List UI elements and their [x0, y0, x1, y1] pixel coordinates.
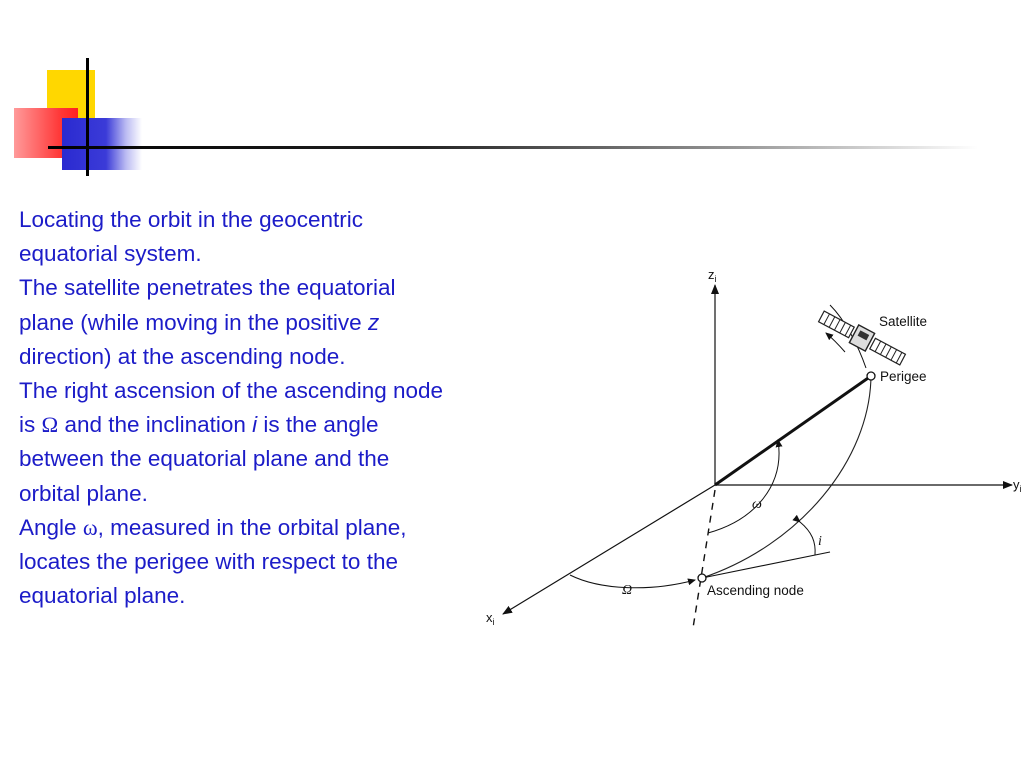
- ascending-node-label: Ascending node: [707, 583, 804, 598]
- capital-omega-symbol: Ω: [41, 412, 59, 438]
- right-ascension-label: Ω: [622, 583, 633, 598]
- paragraph-orbit-location: [19, 203, 449, 271]
- z-axis-label: $z_i$: [708, 267, 717, 284]
- z-symbol: z: [367, 309, 380, 335]
- i-symbol: i: [252, 412, 258, 438]
- perigee-line: [715, 376, 871, 485]
- ascending-node-point: [698, 574, 706, 582]
- omega-arc: [708, 440, 779, 533]
- text-span: and the inclination: [58, 412, 253, 438]
- x-axis: [503, 485, 715, 614]
- x-axis-label: $x_i$: [486, 610, 495, 627]
- text-span: direction) at the ascending node.: [19, 343, 346, 369]
- omega-label: ω: [752, 497, 762, 512]
- text-span: is the angle between the equatorial plane and the orbital plane.: [19, 412, 390, 506]
- slide-body-text: [19, 203, 449, 613]
- decor-blue-square: [62, 118, 142, 170]
- perigee-label: Perigee: [880, 369, 927, 384]
- satellite-label: Satellite: [879, 314, 928, 329]
- decor-vertical-line: [86, 58, 89, 176]
- equatorial-line: [702, 552, 830, 578]
- paragraph-right-ascension: [19, 374, 449, 511]
- text-span: Locating the orbit in the geocentric equatorial system.: [19, 207, 363, 267]
- title-divider-line: [48, 146, 978, 149]
- satellite-motion-arrow: [826, 333, 845, 352]
- omega-symbol: ω: [82, 514, 98, 540]
- text-span: , measured in the orbital plane, locates the perigee with respect to the equatorial plane.: [19, 514, 407, 609]
- perigee-point: [867, 372, 875, 380]
- text-span: The right ascension of the ascending node is: [19, 378, 444, 438]
- inclination-label: i: [818, 534, 822, 549]
- orbit-diagram: [480, 255, 1024, 655]
- paragraph-argument-of-perigee: [19, 511, 449, 614]
- paragraph-ascending-node: [19, 271, 449, 374]
- text-span: The satellite penetrates the equatorial plane (while moving in the positive: [19, 275, 396, 335]
- line-of-nodes: [693, 490, 715, 628]
- inclination-arc: [800, 522, 815, 555]
- right-ascension-arc: [570, 575, 695, 588]
- y-axis-label: $y_i$: [1013, 477, 1022, 494]
- text-span: Angle: [19, 514, 83, 540]
